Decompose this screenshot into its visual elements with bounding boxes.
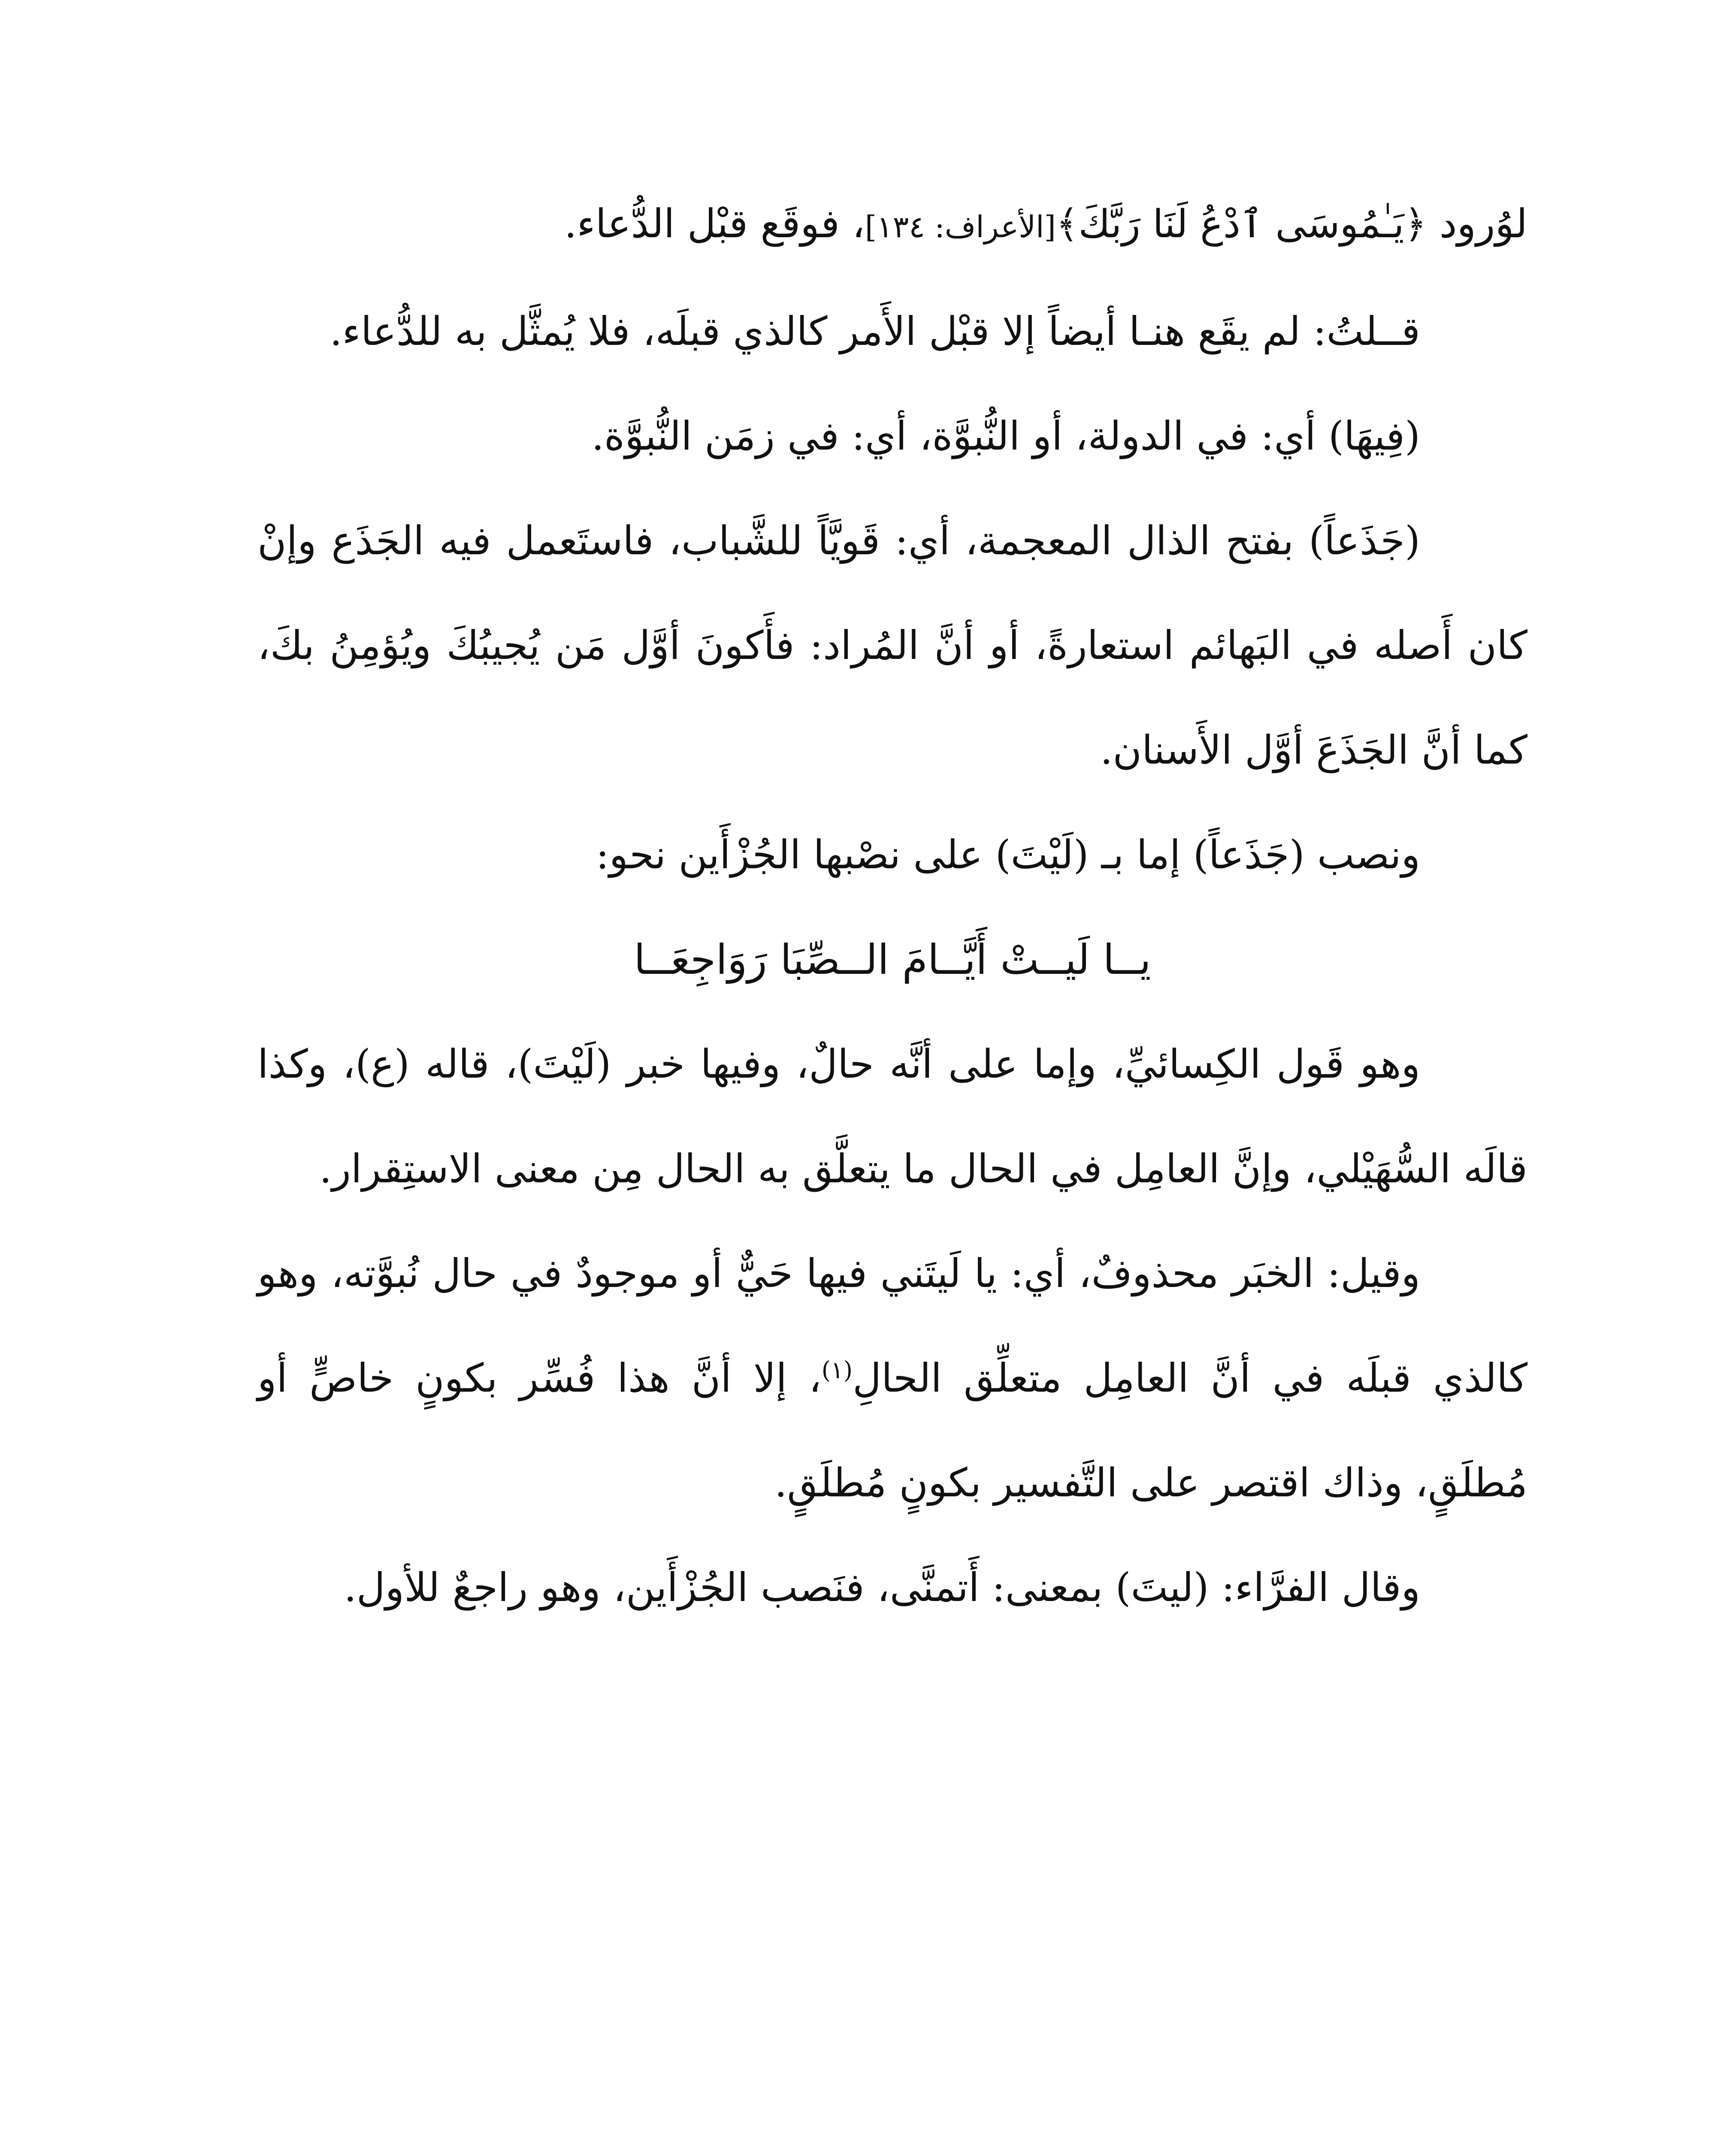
quran-reference: [الأعراف: ١٣٤] xyxy=(865,209,1056,245)
paragraph-4: (جَذَعاً) بفتح الذال المعجمة، أي: قَويَّاً للشَّباب، فاستَعمل فيه الجَذَع وإنْ كان أَصله في البَهائم استعارةً، أو أنَّ المُراد: فأَكونَ أوَّل مَن يُجيبُكَ ويُؤمِنُ بكَ، كما أنَّ الجَذَعَ أوَّل الأَسنان. xyxy=(257,518,1527,773)
paragraph-7-after: ، إلا أنَّ هذا فُسِّر بكونٍ خاصٍّ أو مُطلَقٍ، وذاك اقتصر على التَّفسير بكونٍ مُطلَقٍ. xyxy=(257,1355,1527,1506)
paragraph-7 xyxy=(257,1221,1527,1535)
paragraph-3: (فِيهَا) أي: في الدولة، أو النُّبوَّة، أي: في زمَن النُّبوَّة. xyxy=(591,413,1420,459)
paragraph-2: قــلتُ: لم يقَع هنـا أيضاً إلا قبْل الأَمر كالذي قبلَه، فلا يُمثَّل به للدُّعاء. xyxy=(330,308,1420,354)
paragraph-5: ونصب (جَذَعاً) إما بـ (لَيْتَ) على نصْبها الجُزْأَين نحو: xyxy=(596,832,1420,878)
paragraph-7-before: وقيل: الخبَر محذوفٌ، أي: يا لَيتَني فيها حَيٌّ أو موجودٌ في حال نُبوَّته، وهو كالذي قبلَه في أنَّ العامِل متعلِّق الحالِ xyxy=(257,1251,1527,1401)
paragraph-8: وقال الفرَّاء: (ليتَ) بمعنى: أَتمنَّى، فنَصب الجُزْأَين، وهو راجعٌ للأول. xyxy=(344,1565,1420,1610)
body-text xyxy=(257,172,1527,1640)
paragraph-1 xyxy=(257,172,1527,279)
paragraph-1-tail: ، فوقَع قبْل الدُّعاء. xyxy=(564,201,865,247)
verse-line: يــا لَيــتْ أَيَّــامَ الــصِّبَا رَوَاجِعَــا xyxy=(634,936,1151,984)
paragraph-1-lead: لوُرود xyxy=(1427,201,1527,247)
paragraph-6: وهو قَول الكِسائيِّ، وإما على أنَّه حالٌ، وفيها خبر (لَيْتَ)، قاله (ع)، وكذا قالَه السُّهَيْلي، وإنَّ العامِل في الحال ما يتعلَّق به الحال مِن معنى الاستِقرار. xyxy=(257,1041,1527,1192)
footnote-reference: (١) xyxy=(821,1356,853,1384)
quran-quote: ﴿يَـٰمُوسَى ٱدْعُ لَنَا رَبَّكَ﴾ xyxy=(1056,202,1427,247)
